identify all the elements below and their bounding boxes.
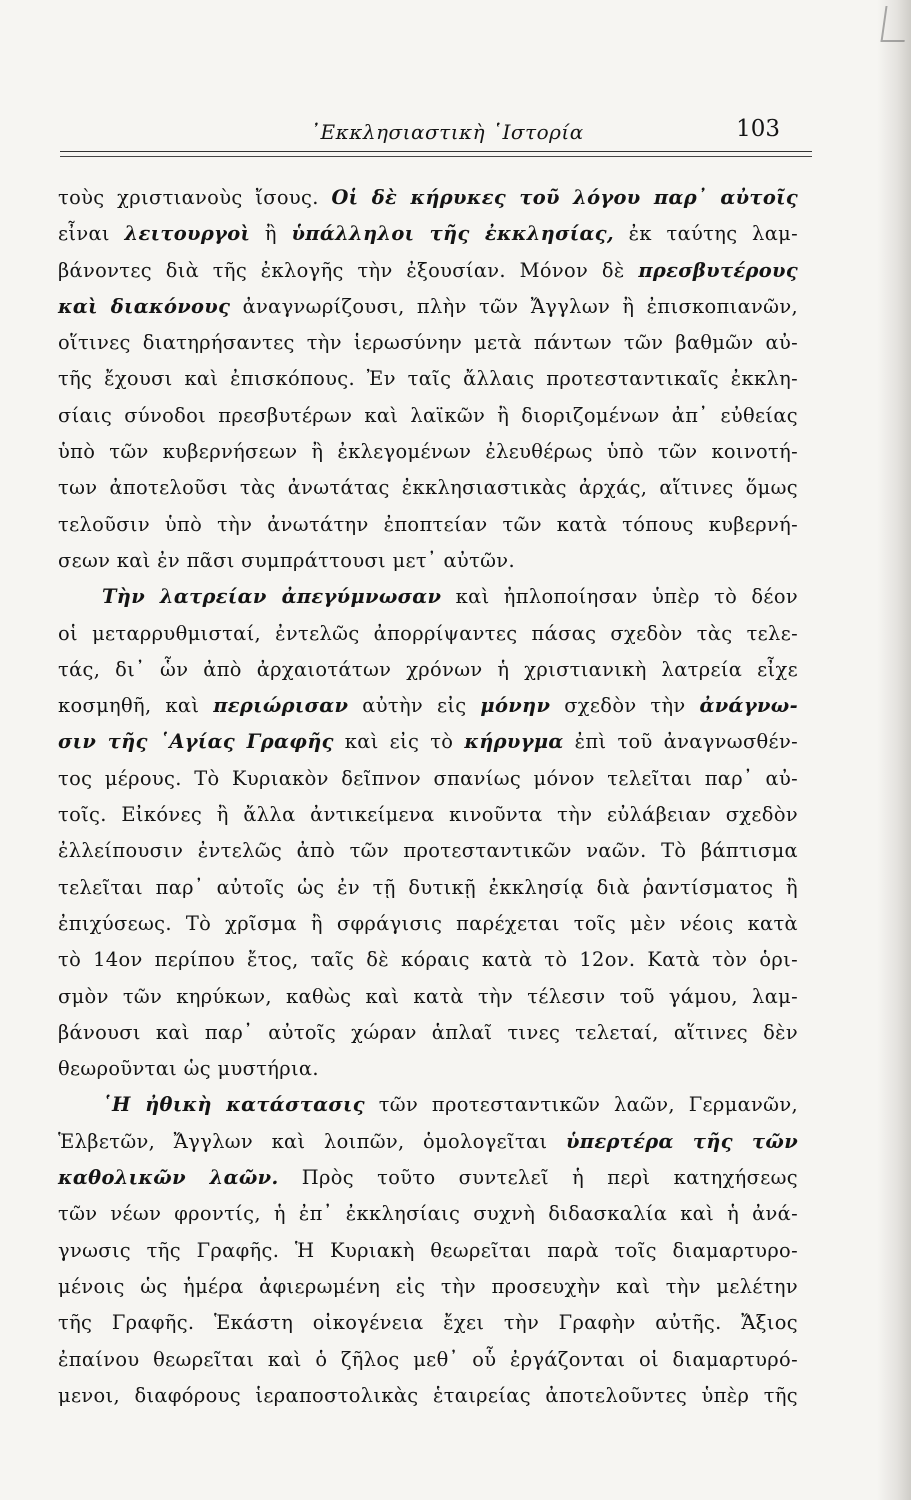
text-line bbox=[58, 979, 798, 1015]
text-segment: τάς, δι᾽ ὧν ἀπὸ ἀρχαιοτάτων χρόνων ἡ χριστιανικὴ λατρεία εἶχε bbox=[58, 657, 798, 681]
text-line bbox=[58, 361, 798, 397]
text-segment: Πρὸς τοῦτο συντελεῖ ἡ περὶ κατηχήσεως bbox=[278, 1166, 798, 1190]
emphasized-text: μόνην bbox=[480, 694, 551, 718]
text-line bbox=[58, 870, 798, 906]
text-segment: μένοις ὡς ἡμέρα ἀφιερωμένη εἰς τὴν προσευχὴν καὶ τὴν μελέτην bbox=[58, 1274, 798, 1298]
text-segment: αὐτὴν εἰς bbox=[348, 694, 481, 718]
emphasized-text: καθολικῶν λαῶν. bbox=[58, 1166, 279, 1190]
running-title: ᾿Εκκλησιαστικὴ ῾Ιστορία bbox=[310, 120, 584, 144]
text-segment: τοῖς. Εἰκόνες ἢ ἄλλα ἀντικείμενα κινοῦντα τὴν εὐλάβειαν σχεδὸν bbox=[58, 803, 798, 827]
text-line bbox=[58, 724, 798, 760]
text-line bbox=[58, 434, 798, 470]
text-line bbox=[58, 1087, 798, 1123]
text-segment: τὸ 14ον περίπου ἔτος, ταῖς δὲ κόραις κατὰ τὸ 12ον. Κατὰ τὸν ὁρι- bbox=[58, 948, 798, 972]
text-segment: σμὸν τῶν κηρύκων, καθὼς καὶ κατὰ τὴν τέλεσιν τοῦ γάμου, λαμ- bbox=[58, 984, 798, 1008]
text-line bbox=[58, 1015, 798, 1051]
corner-bracket-mark bbox=[880, 6, 909, 42]
text-segment: ἀναγνωρίζουσι, πλὴν τῶν Ἄγγλων ἢ ἐπισκοπιανῶν, bbox=[230, 294, 798, 318]
text-line bbox=[58, 616, 798, 652]
header-rule-bottom bbox=[60, 156, 812, 157]
text-line bbox=[58, 543, 798, 579]
emphasized-text: σιν τῆς ῾Αγίας Γραφῆς bbox=[58, 730, 334, 754]
text-line bbox=[58, 761, 798, 797]
text-line bbox=[58, 1305, 798, 1341]
text-segment: τῶν νέων φροντίς, ἡ ἐπ᾽ ἐκκλησίαις συχνὴ διδασκαλία καὶ ἡ ἀνά- bbox=[58, 1202, 798, 1226]
text-line bbox=[58, 1269, 798, 1305]
text-segment: κοσμηθῆ, καὶ bbox=[58, 694, 214, 718]
text-segment: ἐπιχύσεως. Τὸ χρῖσμα ἢ σφράγισις παρέχεται τοῖς μὲν νέοις κατὰ bbox=[58, 911, 798, 935]
text-segment: θεωροῦνται ὡς μυστήρια. bbox=[58, 1057, 319, 1081]
text-segment: σεων καὶ ἐν πᾶσι συμπράττουσι μετ᾽ αὐτῶν. bbox=[58, 548, 515, 572]
text-line bbox=[58, 470, 798, 506]
text-segment: ἐπὶ τοῦ ἀναγνωσθέν- bbox=[563, 730, 798, 754]
text-line bbox=[58, 289, 798, 325]
emphasized-text: πρεσβυτέρους bbox=[638, 258, 798, 282]
emphasized-text: λειτουργοὶ bbox=[124, 222, 251, 246]
text-segment: τῆς ἔχουσι καὶ ἐπισκόπους. Ἐν ταῖς ἄλλαις προτεσταντικαῖς ἐκκλη- bbox=[58, 367, 798, 391]
text-segment: ἢ bbox=[250, 222, 292, 246]
emphasized-text: ὑπερτέρα τῆς τῶν bbox=[565, 1129, 799, 1153]
text-segment: καὶ ἠπλοποίησαν ὑπὲρ τὸ δέον bbox=[441, 585, 798, 609]
text-line bbox=[58, 1378, 798, 1414]
text-line bbox=[58, 652, 798, 688]
text-segment: μενοι, διαφόρους ἱεραποστολικὰς ἑταιρείας ἀποτελοῦντες ὑπὲρ τῆς bbox=[58, 1383, 798, 1407]
text-line bbox=[58, 579, 798, 615]
emphasized-text: καὶ διακόνους bbox=[58, 294, 231, 318]
text-segment: τοὺς χριστιανοὺς ἴσους. bbox=[58, 186, 332, 209]
text-segment: ἐκ ταύτης λαμ- bbox=[614, 222, 798, 246]
text-line bbox=[58, 1342, 798, 1378]
text-segment: σχεδὸν τὴν bbox=[550, 694, 700, 718]
text-line bbox=[58, 906, 798, 942]
text-line bbox=[58, 797, 798, 833]
text-line bbox=[58, 253, 798, 289]
text-segment: καὶ εἰς τὸ bbox=[333, 730, 465, 754]
text-line bbox=[58, 398, 798, 434]
emphasized-text: κήρυγμα bbox=[464, 730, 564, 754]
page-number: 103 bbox=[736, 116, 780, 142]
emphasized-text: Οἱ δὲ κήρυκες τοῦ λόγου παρ᾽ αὐτοῖς bbox=[331, 186, 798, 209]
text-segment: ὑπὸ τῶν κυβερνήσεων ἢ ἐκλεγομένων ἐλευθέρως ὑπὸ τῶν κοινοτή- bbox=[58, 440, 798, 464]
text-segment: τῶν προτεσταντικῶν λαῶν, Γερμανῶν, bbox=[364, 1093, 798, 1117]
text-segment: σίαις σύνοδοι πρεσβυτέρων καὶ λαϊκῶν ἢ διοριζομένων ἀπ᾽ εὐθείας bbox=[58, 403, 798, 427]
text-line bbox=[58, 325, 798, 361]
emphasized-text: περιώρισαν bbox=[213, 694, 349, 718]
text-line bbox=[58, 1051, 798, 1087]
body-text bbox=[58, 180, 798, 1414]
text-segment: τος μέρους. Τὸ Κυριακὸν δεῖπνον σπανίως μόνον τελεῖται παρ᾽ αὐ- bbox=[58, 766, 798, 790]
text-segment: τελεῖται παρ᾽ αὐτοῖς ὡς ἐν τῇ δυτικῇ ἐκκλησίᾳ διὰ ῥαντίσματος ἢ bbox=[58, 875, 798, 899]
page-edge-shadow bbox=[877, 0, 911, 1500]
text-segment: Ἑλβετῶν, Ἄγγλων καὶ λοιπῶν, ὁμολογεῖται bbox=[58, 1129, 566, 1153]
text-segment: ἐλλείπουσιν ἐντελῶς ἀπὸ τῶν προτεσταντικῶν ναῶν. Τὸ βάπτισμα bbox=[58, 839, 798, 863]
text-line bbox=[58, 942, 798, 978]
text-segment: εἶναι bbox=[58, 222, 125, 246]
text-segment: τελοῦσιν ὑπὸ τὴν ἀνωτάτην ἐποπτείαν τῶν κατὰ τόπους κυβερνή- bbox=[58, 512, 798, 536]
text-line bbox=[58, 1160, 798, 1196]
emphasized-text: ῾Η ἠθικὴ κατάστασις bbox=[102, 1093, 365, 1117]
text-line bbox=[58, 1233, 798, 1269]
text-segment: οἵτινες διατηρήσαντες τὴν ἱερωσύνην μετὰ πάντων τῶν βαθμῶν αὐ- bbox=[58, 331, 798, 355]
text-segment: οἱ μεταρρυθμισταί, ἐντελῶς ἀπορρίψαντες πάσας σχεδὸν τὰς τελε- bbox=[58, 621, 798, 645]
emphasized-text: ἀνάγνω- bbox=[699, 694, 798, 718]
text-line bbox=[58, 833, 798, 869]
emphasized-text: ὑπάλληλοι τῆς ἐκκλησίας, bbox=[291, 222, 615, 246]
text-line bbox=[58, 1124, 798, 1160]
text-segment: βάνοντες διὰ τῆς ἐκλογῆς τὴν ἐξουσίαν. Μόνον δὲ bbox=[58, 258, 639, 282]
header-rule-top bbox=[60, 151, 812, 152]
text-segment: των ἀποτελοῦσι τὰς ἀνωτάτας ἐκκλησιαστικὰς ἀρχάς, αἵτινες ὅμως bbox=[58, 476, 798, 500]
text-line bbox=[58, 216, 798, 252]
text-segment: γνωσις τῆς Γραφῆς. Ἡ Κυριακὴ θεωρεῖται παρὰ τοῖς διαμαρτυρο- bbox=[58, 1238, 798, 1262]
text-segment: τῆς Γραφῆς. Ἑκάστη οἰκογένεια ἔχει τὴν Γραφὴν αὐτῆς. Ἄξιος bbox=[58, 1311, 798, 1335]
text-line bbox=[58, 688, 798, 724]
text-segment: βάνουσι καὶ παρ᾽ αὐτοῖς χώραν ἁπλαῖ τινες τελεταί, αἵτινες δὲν bbox=[58, 1020, 798, 1044]
text-line bbox=[58, 1196, 798, 1232]
text-line bbox=[58, 507, 798, 543]
text-segment: ἐπαίνου θεωρεῖται καὶ ὁ ζῆλος μεθ᾽ οὗ ἐργάζονται οἱ διαμαρτυρό- bbox=[58, 1347, 798, 1371]
emphasized-text: Τὴν λατρείαν ἀπεγύμνωσαν bbox=[102, 585, 442, 609]
text-line bbox=[58, 180, 798, 216]
page-header bbox=[60, 112, 812, 152]
